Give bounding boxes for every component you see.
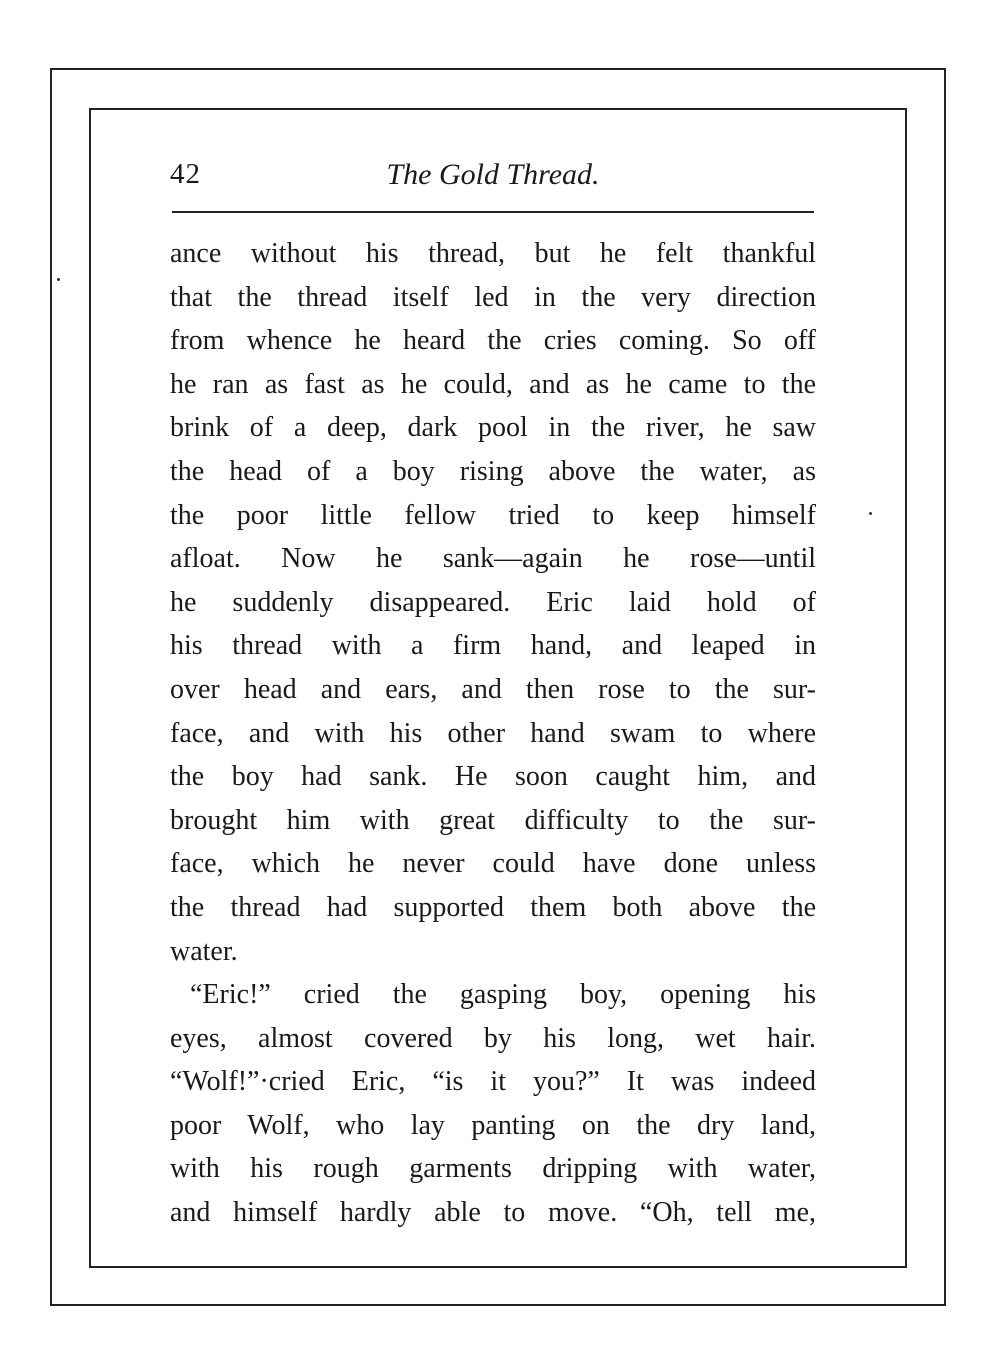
text-line: afloat. Now he sank—again he rose—until [170,543,816,575]
text-line: and himself hardly able to move. “Oh, tell me, [170,1197,816,1229]
text-line: from whence he heard the cries coming. So off [170,325,816,357]
text-line: that the thread itself led in the very direction [170,281,816,313]
text-line: eyes, almost covered by his long, wet hair. [170,1022,816,1054]
text-line: face, which he never could have done unless [170,848,816,880]
text-line: he suddenly disappeared. Eric laid hold of [170,586,816,618]
text-line: the poor little fellow tried to keep himself [170,499,816,531]
text-line: with his rough garments dripping with water, [170,1153,816,1185]
paragraph-start-line: “Eric!” cried the gasping boy, opening his [190,979,816,1011]
page-number: 42 [170,158,201,190]
text-line: the boy had sank. He soon caught him, and [170,761,816,793]
print-speck [869,512,872,515]
text-line: face, and with his other hand swam to where [170,717,816,749]
text-line: he ran as fast as he could, and as he came to the [170,368,816,400]
running-title: The Gold Thread. [386,158,600,191]
header-rule [172,211,814,213]
text-line: brought him with great difficulty to the sur- [170,804,816,836]
text-line: “Wolf!”·cried Eric, “is it you?” It was indeed [170,1066,816,1098]
page-header [170,158,816,198]
print-speck [57,278,60,281]
text-line: poor Wolf, who lay panting on the dry land, [170,1109,816,1141]
text-line: ance without his thread, but he felt thankful [170,238,816,269]
text-line: the thread had supported them both above the [170,891,816,923]
text-line: brink of a deep, dark pool in the river, he saw [170,412,816,444]
text-line: the head of a boy rising above the water, as [170,455,816,487]
body-text [170,232,816,1235]
text-line: his thread with a firm hand, and leaped in [170,630,816,662]
text-line: water. [170,935,238,967]
text-line: over head and ears, and then rose to the sur- [170,673,816,705]
